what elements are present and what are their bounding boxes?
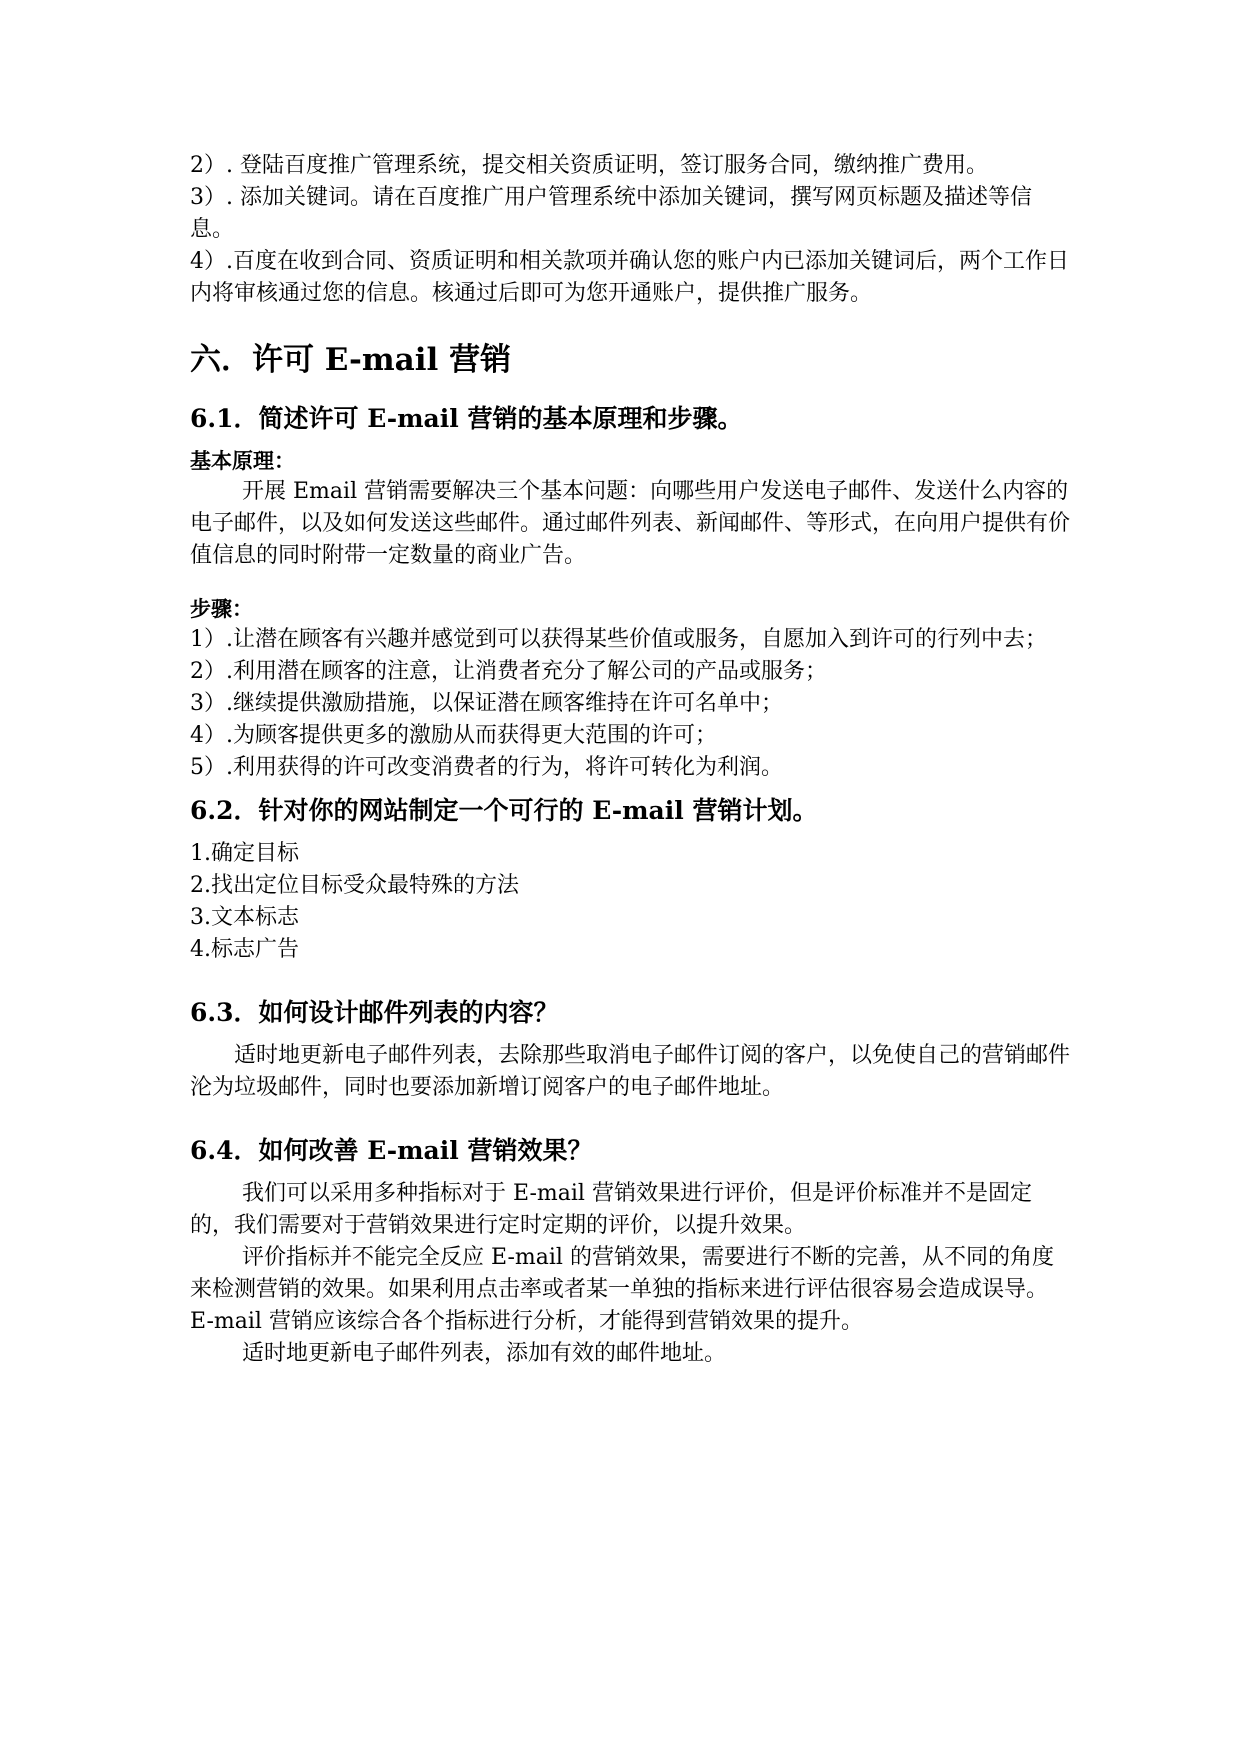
steps-label: 步骤： <box>190 596 253 621</box>
plan-item: 3.文本标志 <box>190 905 299 930</box>
intro-step-3: 3）. 添加关键词。请在百度推广用户管理系统中添加关键词，撰写网页标题及描述等信息。 <box>190 185 1032 242</box>
section-6-title: 六．许可 E-mail 营销 <box>190 342 512 378</box>
step-item: 3）.继续提供激励措施，以保证潜在顾客维持在许可名单中； <box>190 691 783 716</box>
intro-step-4: 4）.百度在收到合同、资质证明和相关款项并确认您的账户内已添加关键词后，两个工作日内将审核通过您的信息。核通过后即可为您开通账户，提供推广服务。 <box>190 249 1069 306</box>
plan-item: 2.找出定位目标受众最特殊的方法 <box>190 873 519 898</box>
step-item: 2）.利用潜在顾客的注意，让消费者充分了解公司的产品或服务； <box>190 659 827 684</box>
document-page <box>190 150 1070 1370</box>
section-6-3-text: 适时地更新电子邮件列表，去除那些取消电子邮件订阅的客户，以免使自己的营销邮件沦为垃圾邮件，同时也要添加新增订阅客户的电子邮件地址。 <box>190 1043 1071 1100</box>
principle-text: 开展 Email 营销需要解决三个基本问题：向哪些用户发送电子邮件、发送什么内容的电子邮件，以及如何发送这些邮件。通过邮件列表、新闻邮件、等形式，在向用户提供有价值信息的同时附带一定数量的商业广告。 <box>190 479 1071 568</box>
section-6-1-heading: 6.1．简述许可 E-mail 营销的基本原理和步骤。 <box>190 404 743 433</box>
section-6-3-heading: 6.3．如何设计邮件列表的内容？ <box>190 998 559 1027</box>
plan-item: 4.标志广告 <box>190 937 299 962</box>
section-6-4-paragraph: 评价指标并不能完全反应 E-mail 的营销效果，需要进行不断的完善，从不同的角度来检测营销的效果。如果利用点击率或者某一单独的指标来进行评估很容易会造成误导。E-mail 营销应该综合各个指标进行分析，才能得到营销效果的提升。 <box>190 1245 1054 1334</box>
section-6-4-paragraph: 我们可以采用多种指标对于 E-mail 营销效果进行评价，但是评价标准并不是固定的，我们需要对于营销效果进行定时定期的评价，以提升效果。 <box>190 1181 1032 1238</box>
intro-step-2: 2）. 登陆百度推广管理系统，提交相关资质证明，签订服务合同，缴纳推广费用。 <box>190 153 988 178</box>
step-item: 1）.让潜在顾客有兴趣并感觉到可以获得某些价值或服务，自愿加入到许可的行列中去； <box>190 627 1047 652</box>
section-6-4-heading: 6.4．如何改善 E-mail 营销效果？ <box>190 1136 593 1165</box>
step-item: 5）.利用获得的许可改变消费者的行为，将许可转化为利润。 <box>190 755 783 780</box>
section-6-4-paragraph: 适时地更新电子邮件列表，添加有效的邮件地址。 <box>242 1341 727 1366</box>
plan-item: 1.确定目标 <box>190 841 299 866</box>
step-item: 4）.为顾客提供更多的激励从而获得更大范围的许可； <box>190 723 717 748</box>
principle-label: 基本原理： <box>190 448 295 473</box>
section-6-2-heading: 6.2．针对你的网站制定一个可行的 E-mail 营销计划。 <box>190 796 818 825</box>
